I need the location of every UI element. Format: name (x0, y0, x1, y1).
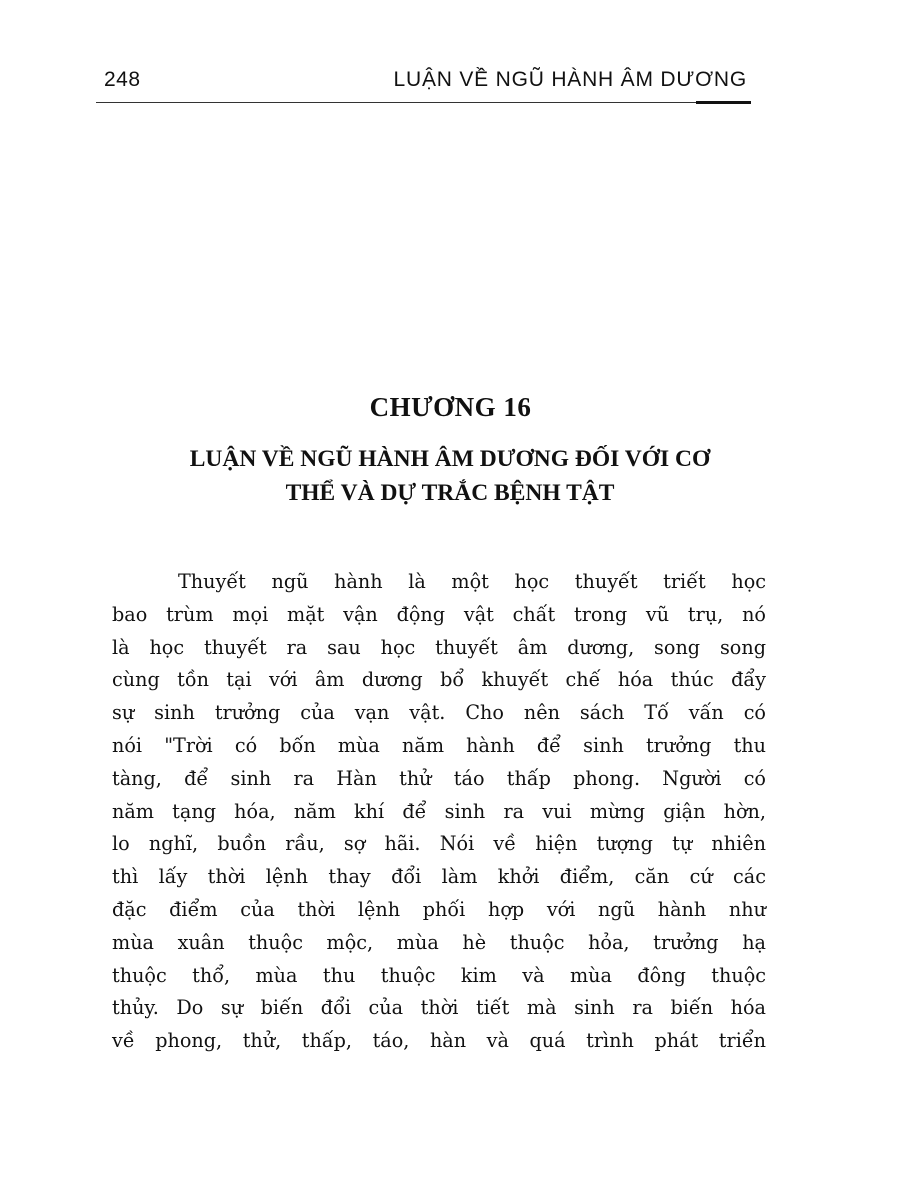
chapter-title (100, 442, 800, 510)
body-line: nói "Trời có bốn mùa năm hành để sinh trưởng thu (112, 733, 766, 757)
body-line: năm tạng hóa, năm khí để sinh ra vui mừng giận hờn, (112, 799, 766, 823)
body-line: thuộc thổ, mùa thu thuộc kim và mùa đông thuộc (112, 963, 766, 987)
body-line: về phong, thử, thấp, táo, hàn và quá trình phát triển (112, 1029, 766, 1053)
body-line: thủy. Do sự biến đổi của thời tiết mà sinh ra biến hóa (112, 996, 766, 1020)
chapter-number: CHƯƠNG 16 (369, 392, 532, 422)
body-line: thì lấy thời lệnh thay đổi làm khởi điểm, căn cứ các (112, 865, 766, 889)
page-header (96, 68, 751, 102)
body-line: là học thuyết ra sau học thuyết âm dương, song song (112, 635, 766, 659)
body-line: Thuyết ngũ hành là một học thuyết triết học (178, 570, 766, 593)
body-line: cùng tồn tại với âm dương bổ khuyết chế hóa thúc đẩy (112, 668, 766, 692)
chapter-title-line: THỂ VÀ DỰ TRẮC BỆNH TẬT (285, 480, 615, 506)
running-title: LUẬN VỀ NGŨ HÀNH ÂM DƯƠNG (393, 68, 747, 91)
body-line: sự sinh trưởng của vạn vật. Cho nên sách Tố vấn có (112, 701, 766, 725)
header-rule (96, 102, 751, 103)
chapter-title-line: LUẬN VỀ NGŨ HÀNH ÂM DƯƠNG ĐỐI VỚI CƠ (189, 446, 711, 472)
body-paragraph (112, 566, 766, 1058)
body-line: đặc điểm của thời lệnh phối hợp với ngũ hành như (112, 897, 766, 921)
header-rule-accent (696, 101, 751, 104)
page-number: 248 (104, 68, 141, 91)
body-line: tàng, để sinh ra Hàn thử táo thấp phong. Người có (112, 766, 766, 790)
body-line: mùa xuân thuộc mộc, mùa hè thuộc hỏa, trưởng hạ (112, 930, 766, 954)
body-line: lo nghĩ, buồn rầu, sợ hãi. Nói về hiện tượng tự nhiên (112, 832, 766, 856)
body-line: bao trùm mọi mặt vận động vật chất trong vũ trụ, nó (112, 602, 766, 626)
